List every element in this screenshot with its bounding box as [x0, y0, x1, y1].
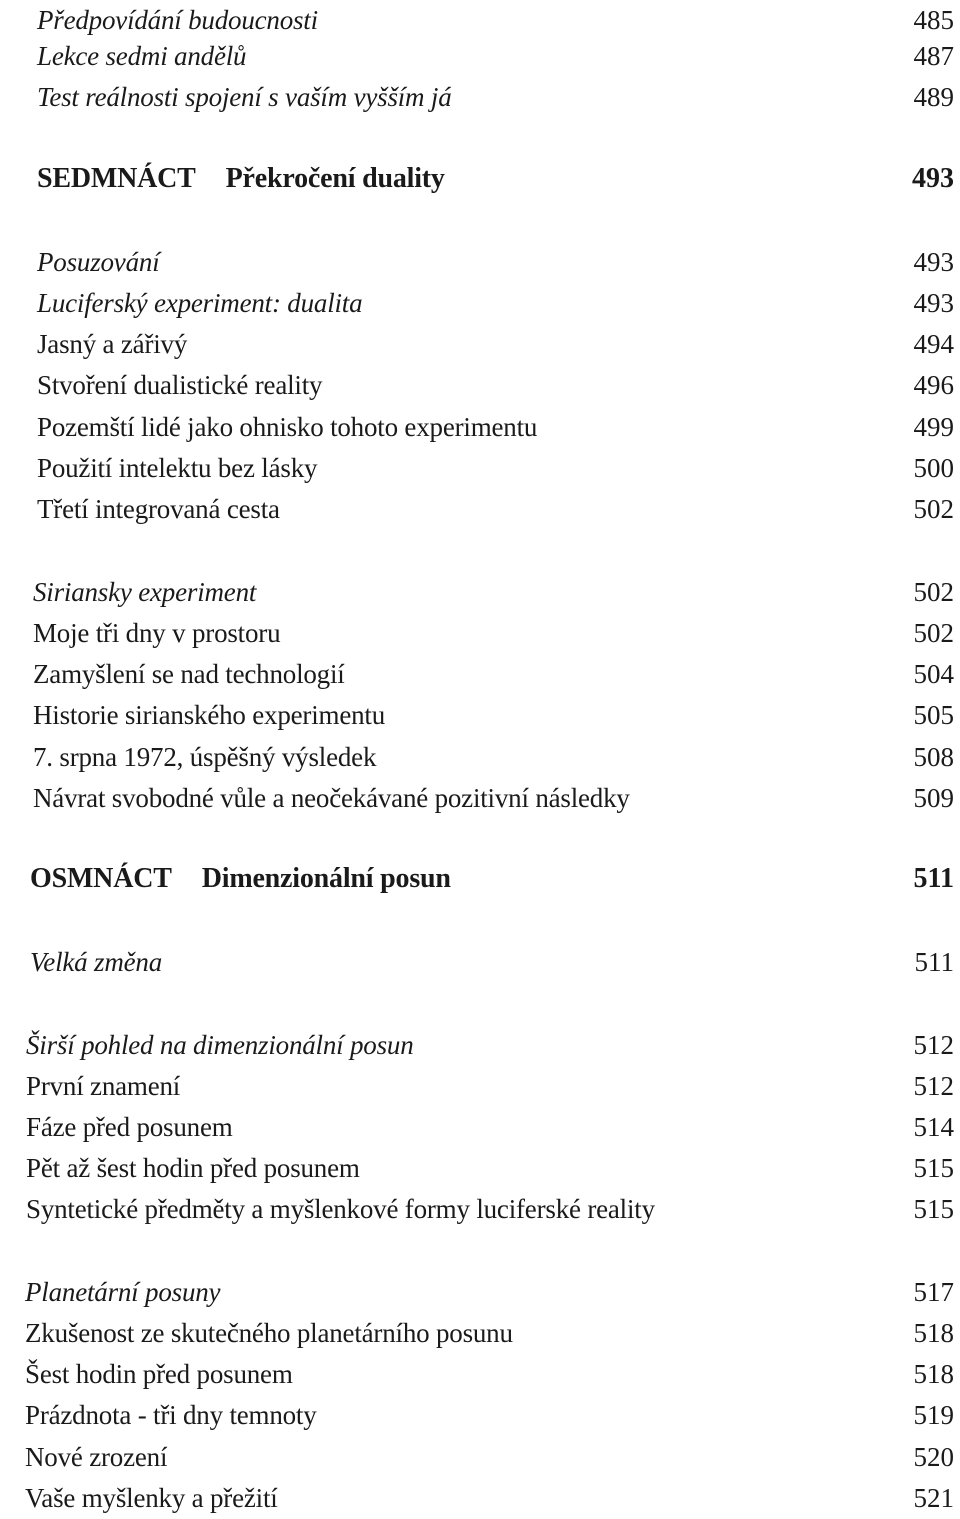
toc-entry-page: 517	[913, 1277, 954, 1307]
toc-entry-title: Pozemští lidé jako ohnisko tohoto experimentu	[37, 412, 538, 442]
toc-entry	[33, 695, 954, 735]
toc-entry-title: Šest hodin před posunem	[25, 1359, 293, 1389]
toc-entry-title: Historie sirianského experimentu	[33, 700, 386, 730]
toc-entry-page: 485	[913, 5, 954, 35]
toc-entry	[26, 1107, 954, 1147]
toc-entry-title: Luciferský experiment: dualita	[37, 288, 363, 318]
toc-entry-page: 493	[913, 288, 954, 318]
chapter-page: 511	[913, 863, 954, 894]
toc-entry-page: 502	[913, 618, 954, 648]
toc-entry	[25, 1437, 954, 1477]
toc-entry-page: 505	[913, 700, 954, 730]
chapter-heading	[30, 859, 954, 899]
chapter-heading	[37, 159, 954, 199]
toc-entry-page: 493	[913, 247, 954, 277]
toc-entry	[26, 1189, 954, 1229]
toc-entry-page: 511	[914, 947, 954, 977]
chapter-heading-text	[37, 159, 445, 199]
toc-entry-page: 518	[913, 1318, 954, 1348]
toc-entry	[37, 365, 954, 405]
toc-entry	[33, 613, 954, 653]
toc-entry-page: 499	[913, 412, 954, 442]
toc-entry-page: 509	[913, 783, 954, 813]
toc-entry-page: 487	[913, 41, 954, 71]
toc-entry	[37, 407, 954, 447]
toc-entry-page: 500	[913, 453, 954, 483]
chapter-title: Překročení duality	[225, 163, 445, 194]
toc-entry	[33, 778, 954, 818]
toc-entry	[37, 36, 954, 76]
toc-entry	[26, 1025, 954, 1065]
toc-entry	[37, 283, 954, 323]
toc-entry-title: Širší pohled na dimenzionální posun	[26, 1030, 414, 1060]
toc-entry-page: 515	[913, 1194, 954, 1224]
toc-entry-title: Siriansky experiment	[33, 577, 257, 607]
toc-entry	[37, 242, 954, 282]
toc-entry-title: Prázdnota - tři dny temnoty	[25, 1400, 317, 1430]
chapter-page: 493	[912, 163, 954, 194]
toc-entry	[33, 572, 954, 612]
toc-entry-title: Moje tři dny v prostoru	[33, 618, 281, 648]
toc-entry-title: Použití intelektu bez lásky	[37, 453, 318, 483]
toc-entry-page: 512	[913, 1030, 954, 1060]
toc-entry-title: Třetí integrovaná cesta	[37, 494, 280, 524]
toc-entry-page: 496	[913, 370, 954, 400]
chapter-number: OSMNÁCT	[30, 863, 172, 894]
toc-entry-page: 502	[913, 494, 954, 524]
toc-entry-page: 489	[913, 82, 954, 112]
toc-entry-title: Planetární posuny	[25, 1277, 221, 1307]
toc-entry-title: Fáze před posunem	[26, 1112, 233, 1142]
toc-entry	[37, 489, 954, 529]
toc-entry-title: Nové zrození	[25, 1442, 168, 1472]
toc-entry-page: 504	[913, 659, 954, 689]
toc-entry	[37, 77, 954, 117]
chapter-heading-text	[30, 859, 451, 899]
toc-entry-page: 502	[913, 577, 954, 607]
toc-entry	[37, 324, 954, 364]
toc-entry	[33, 737, 954, 777]
toc-entry	[26, 1066, 954, 1106]
toc-entry-page: 494	[913, 329, 954, 359]
chapter-number: SEDMNÁCT	[37, 163, 196, 194]
toc-entry-page: 514	[913, 1112, 954, 1142]
toc-entry-title: Návrat svobodné vůle a neočekávané pozitivní následky	[33, 783, 630, 813]
toc-entry-page: 521	[913, 1483, 954, 1513]
toc-entry-page: 519	[913, 1400, 954, 1430]
toc-entry-title: Zamyšlení se nad technologií	[33, 659, 345, 689]
toc-entry-title: Posuzování	[37, 247, 160, 277]
chapter-title: Dimenzionální posun	[201, 863, 451, 894]
toc-entry-title: Stvoření dualistické reality	[37, 370, 323, 400]
toc-entry	[25, 1354, 954, 1394]
toc-entry-page: 515	[913, 1153, 954, 1183]
toc-entry	[26, 1148, 954, 1188]
toc-entry	[30, 942, 954, 982]
toc-entry-title: 7. srpna 1972, úspěšný výsledek	[33, 742, 377, 772]
toc-entry-title: Jasný a zářivý	[37, 329, 188, 359]
toc-entry	[25, 1313, 954, 1353]
toc-entry-title: Vaše myšlenky a přežití	[25, 1483, 278, 1513]
toc-entry-page: 512	[913, 1071, 954, 1101]
toc-entry-title: Syntetické předměty a myšlenkové formy luciferské reality	[26, 1194, 655, 1224]
toc-entry-title: Zkušenost ze skutečného planetárního posunu	[25, 1318, 513, 1348]
toc-entry-title: Lekce sedmi andělů	[37, 41, 247, 71]
toc-entry	[25, 1395, 954, 1435]
toc-entry-title: Velká změna	[30, 947, 163, 977]
toc-entry	[25, 1478, 954, 1518]
toc-entry-title: Pět až šest hodin před posunem	[26, 1153, 360, 1183]
toc-entry	[37, 0, 954, 40]
toc-entry-title: První znamení	[26, 1071, 181, 1101]
toc-entry	[37, 448, 954, 488]
toc-entry-page: 508	[913, 742, 954, 772]
toc-entry-title: Předpovídání budoucnosti	[37, 5, 318, 35]
toc-entry	[25, 1272, 954, 1312]
toc-entry-page: 520	[913, 1442, 954, 1472]
toc-entry-page: 518	[913, 1359, 954, 1389]
toc-entry-title: Test reálnosti spojení s vaším vyšším já	[37, 82, 452, 112]
toc-entry	[33, 654, 954, 694]
